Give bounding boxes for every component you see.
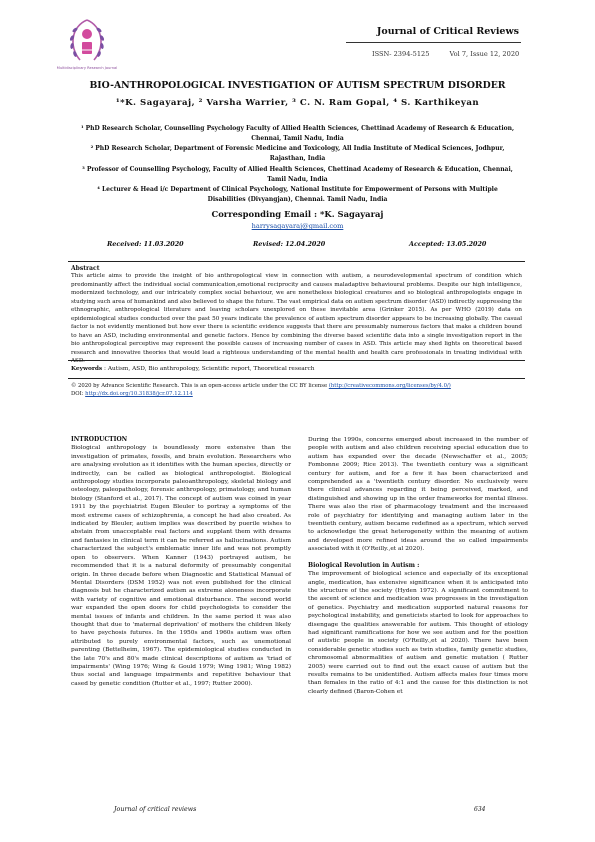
received-date: Received: 11.03.2020 <box>107 240 184 248</box>
introduction-text: Biological anthropology is boundlessly more extensive than the investigation of primates, fossils, and brain evolution. Researchers who are analysing evolution as it identifies with the human species, directly or indirectly, can be called as biological anthropologist. Biological anthropology studies incorporate paleoanthropology, skeletal biology and osteology, paleopathology, forensic anthropology, primatology, and human biology (Stanford et al., 2017). The concept of autism was coined in year 1911 by the psychiatrist Eugen Bleuler to portray a symptoms of the most extreme cases of schizophrenia, a concept he had also created. As indicated by Bleuler, autism implies was described by puerile wishes to abstain from unacceptable real factors and supplant them with dreams and fantasies in clinical term it can be referred as hallucinations. Autism characterized the subject's emblematic inner life and was not promptly open to observers. When Kanner (1943) portrayed autism, he recommended that it is a natural deformity of presumably congenital origin. In three decade before when Diagnostic and Statistical Manual of Mental Disorders (DSM 1952) was not even published for the clinical diagnosis but he characterized autism as extreme aloneness incorporate with variety of cognitive and emotional disturbance. The second world war expanded the open doors for child psychologists to consider the mental issues of infants and children. In the same period it was also thought that due to 'maternal deprivation' of mothers the children likely to have psychosis futures. In the 1950s and 1960s autism was often attributed to purely environmental factors, such as unemotional parenting (Bettelheim, 1967). The epidemiological studies conducted in the late 70's and 80's made clinical descriptions of autism as 'triad of impairments' (Wing 1976; Wing & Gould 1979; Wing 1981; Wing 1982) thus social and language impairments and repetitive behaviour that cased by genetic condition (Rutter et al., 1997; Rutter 2000). <box>71 445 291 687</box>
left-column <box>71 436 291 688</box>
doi-link[interactable]: http://dx.doi.org/10.31838/jcr.07.12.114 <box>85 391 193 397</box>
biological-revolution-heading: Biological Revolution in Autism : <box>308 561 420 569</box>
affiliation-3: ³ Professor of Counselling Psychology, Faculty of Allied Health Sciences, Chettinad Academy of Research & Education, Chennai, Tamil Nadu, India <box>82 165 513 183</box>
page-number: 634 <box>474 806 486 813</box>
footer-journal: Journal of critical reviews <box>114 806 197 813</box>
journal-title: Journal of Critical Reviews <box>376 26 519 37</box>
keywords <box>71 366 314 372</box>
keywords-divider <box>68 378 525 379</box>
license-link[interactable]: (http://creativecommons.org/licenses/by/4.0/) <box>328 383 451 389</box>
keywords-label: Keywords <box>71 366 103 372</box>
accepted-date: Accepted: 13.05.2020 <box>409 240 487 248</box>
doi-label: DOI: <box>71 391 86 397</box>
issn-volume-line <box>372 50 537 58</box>
right-column <box>308 436 528 696</box>
affiliations <box>78 124 517 206</box>
issn: ISSN- 2394-5125 <box>372 50 430 58</box>
license-notice <box>71 382 525 398</box>
logo-caption: Multidisciplinary Research Journal <box>56 66 118 70</box>
authors-text: ¹*K. Sagayaraj, ² Varsha Warrier, ³ C. N. Ram Gopal, ⁴ S. Karthikeyan <box>115 98 480 108</box>
right-paragraph-1: During the 1990s, concerns emerged about increased in the number of people with autism and also children receiving special education due to autism has expanded over the decade (Newschaffer et al., 2005; Fombonne 2009; Rice 2013). The twentieth century was a significant century for autism, and for a few it has been characterized and comprehended as a 'twentieth century disorder. No exclusively were there clinical advances regarding it being perceived, marked, and distinguished and showing up in the order frameworks for mental illness. There was also the rise of pharmacology treatment and the increased role of psychiatry for identifying and managing autism later in the twentieth century, autism became redefined as a spectrum, which served to acknowledge the great heterogeneity within the meaning of autism and developed more refined ideas around the so called impairments associated with it (O'Reilly.,et al 2020). <box>308 437 528 553</box>
abstract-label: Abstract <box>71 265 100 272</box>
journal-logo <box>62 16 112 66</box>
abstract-section <box>68 261 525 364</box>
corresponding-email-link[interactable]: harrysagayaraj@gmail.com <box>251 222 344 230</box>
volume-issue: Vol 7, Issue 12, 2020 <box>449 50 520 58</box>
author-list <box>60 98 535 108</box>
license-text: © 2020 by Advance Scientific Research. This is an open-access article under the CC BY license <box>71 383 329 389</box>
header-divider <box>346 42 521 43</box>
abstract-text: This article aims to provide the insight of bio anthropological view in connection with autism, a neurodevelopmental spectrum of condition which predominantly affect the individual social communication,emotional reciprocity and causes maladaptive behavioural problems. Despite our high intelligence, modernized technology, and our intricately complex social behaviour, we are nonetheless biological creatures and so biological anthropologists engage in studying such area of humankind and also believed to shape the future. The vast empirical data on autism spectrum disorder (ASD) indirectly suppressing the ethnographic, anthropological literature and leaving scholars unexplored on these inevitable area (Grinker 2015). As per WHO (2019) data on epidemiological studies conducted over the past 50 years indicate the prevalence of autism spectrum disorder appears to be increasing globally. The casual factor is not evidently mentioned but how ever there is scientific evidence suggests that there are presumably numerous factors that make a children bound to have an ASD, including environmental and genetic factors. Hence by combining the diverse based scientific data into a single investigation report in the bio anthropological perceptive may represent the possible causes of increasing number of cases in ASD. This article may shed lights on theoretical based research and innovative theories that would lead a righteous understanding of the mental health and health care professionals in treating individual with ASD. <box>71 273 522 364</box>
affiliation-4: ⁴ Lecturer & Head i/c Department of Clinical Psychology, National Institute for Empowerment of Persons with Multiple Disabilities (Divyangjan), Chennai. Tamil Nadu, India <box>97 186 498 203</box>
affiliation-1: ¹ PhD Research Scholar, Counselling Psychology Faculty of Allied Health Sciences, Chettinad Academy of Research & Education, Chennai, Tamil Nadu, India <box>80 125 515 142</box>
paper-title: BIO-ANTHROPOLOGICAL INVESTIGATION OF AUTISM SPECTRUM DISORDER <box>89 80 506 91</box>
corresponding-author: Corresponding Email : *K. Sagayaraj <box>211 209 384 219</box>
revised-date: Revised: 12.04.2020 <box>253 240 326 248</box>
affiliation-2: ² PhD Research Scholar, Department of Forensic Medicine and Toxicology, All India Institute of Medical Sciences, Jodhpur, Rajasthan, India <box>90 145 505 163</box>
biological-revolution-text: The improvement of biological science and especially of its exceptional angle, medication, has extensive significance when it is anticipated into the structure of the society (Hyden 1972). A significant commitment to the ascent of science and medication was progresses in the investigation of genetics. Psychiatry and medication supported natural reasons for psychological instability, and geneticists started to look for approaches to disengage the qualities answerable for autism. This thought of etiology had significant ramifications for how we see autism and for the position of autistic people in society (O'Reilly.,et al 2020). There have been considerable genetic studies such as twin studies, family genetic studies, chromosomal abnormalities of autism and genetic mutation ( Rutter 2005) were carried out to find out the exact cause of autism but the results remains to be unidentified. Autism affects males four times more than females in the ratio of 4:1 and the cause for this distinction is not clearly defined (Baron-Cohen et <box>308 571 528 695</box>
keywords-text: : Autism, ASD, Bio anthropology, Scientific report, Theoretical research <box>102 366 315 372</box>
introduction-heading: INTRODUCTION <box>71 436 128 443</box>
